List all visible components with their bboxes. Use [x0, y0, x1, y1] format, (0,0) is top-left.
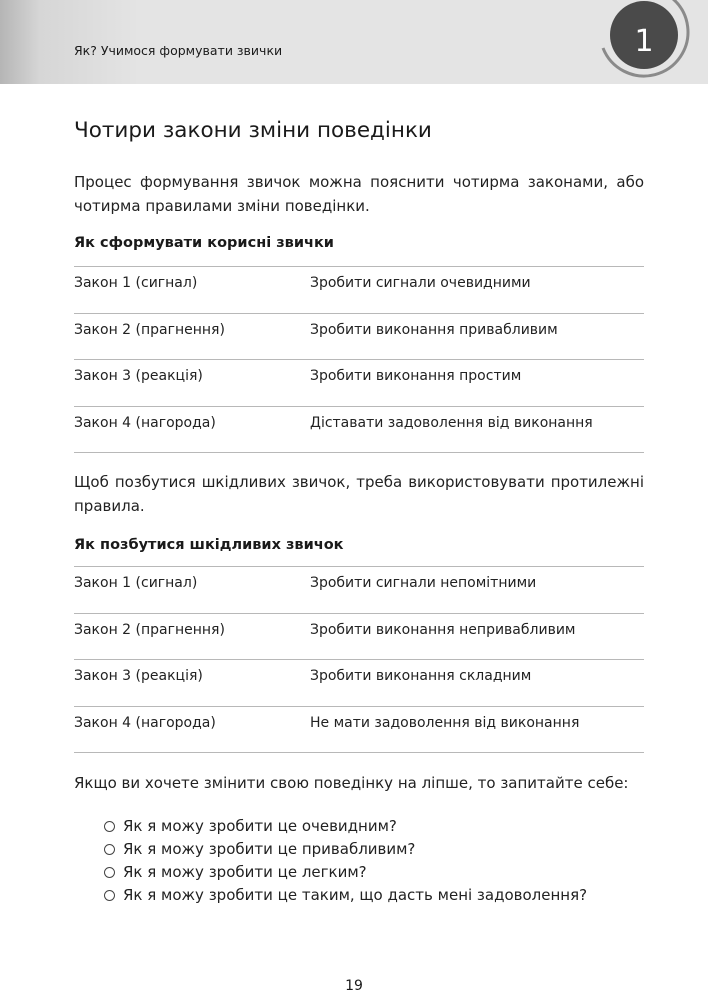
- law-action: Зробити сигнали очевидними: [310, 275, 531, 291]
- bad-habits-heading: Як позбутися шкідливих звичок: [74, 537, 344, 553]
- law-name: Закон 3 (реакція): [74, 668, 203, 684]
- list-item: [104, 815, 587, 838]
- bullet-circle-icon: [104, 821, 115, 832]
- list-item: [104, 838, 587, 861]
- questions-intro: Якщо ви хочете змінити свою поведінку на ліпше, то запитайте себе:: [74, 774, 629, 792]
- law-action: Не мати задоволення від виконання: [310, 714, 580, 731]
- question-text: Як я можу зробити це таким, що дасть мені задоволення?: [123, 886, 588, 904]
- table-row: [74, 313, 644, 360]
- law-name: Закон 2 (прагнення): [74, 321, 225, 338]
- law-name: Закон 1 (сигнал): [74, 275, 198, 291]
- law-name: Закон 4 (нагорода): [74, 714, 216, 731]
- page-title: Чотири закони зміни поведінки: [74, 118, 432, 143]
- question-text: Як я можу зробити це очевидним?: [123, 817, 397, 835]
- law-name: Закон 1 (сигнал): [74, 575, 198, 591]
- law-action: Зробити сигнали непомітними: [310, 575, 537, 591]
- table-row: [74, 266, 644, 313]
- bad-habits-table: [74, 566, 644, 753]
- bullet-circle-icon: [104, 890, 115, 901]
- good-habits-table: [74, 266, 644, 453]
- chapter-number: 1: [634, 24, 654, 59]
- questions-list: [104, 815, 587, 907]
- table-row: [74, 406, 644, 454]
- bullet-circle-icon: [104, 844, 115, 855]
- law-name: Закон 3 (реакція): [74, 368, 203, 384]
- list-item: [104, 884, 587, 907]
- list-item: [104, 861, 587, 884]
- running-header-title: Як? Учимося формувати звички: [74, 43, 283, 58]
- table-row: [74, 706, 644, 754]
- page-number: 19: [345, 978, 363, 994]
- transition-paragraph: Щоб позбутися шкідливих звичок, треба використовувати протилежні правила.: [74, 473, 644, 515]
- table-row: [74, 659, 644, 706]
- law-action: Зробити виконання простим: [310, 368, 522, 384]
- question-text: Як я можу зробити це легким?: [123, 863, 367, 881]
- intro-paragraph: Процес формування звичок можна пояснити чотирма законами, або чотирма правилами зміни поведінки.: [74, 173, 644, 215]
- good-habits-heading: Як сформувати корисні звички: [74, 235, 334, 251]
- law-name: Закон 2 (прагнення): [74, 621, 225, 638]
- law-name: Закон 4 (нагорода): [74, 414, 216, 431]
- table-row: [74, 613, 644, 660]
- question-text: Як я можу зробити це привабливим?: [123, 840, 416, 858]
- law-action: Зробити виконання складним: [310, 668, 532, 684]
- law-action: Зробити виконання непривабливим: [310, 621, 576, 638]
- table-row: [74, 566, 644, 613]
- law-action: Зробити виконання привабливим: [310, 321, 558, 338]
- bullet-circle-icon: [104, 867, 115, 878]
- table-row: [74, 359, 644, 406]
- law-action: Діставати задоволення від виконання: [310, 414, 593, 431]
